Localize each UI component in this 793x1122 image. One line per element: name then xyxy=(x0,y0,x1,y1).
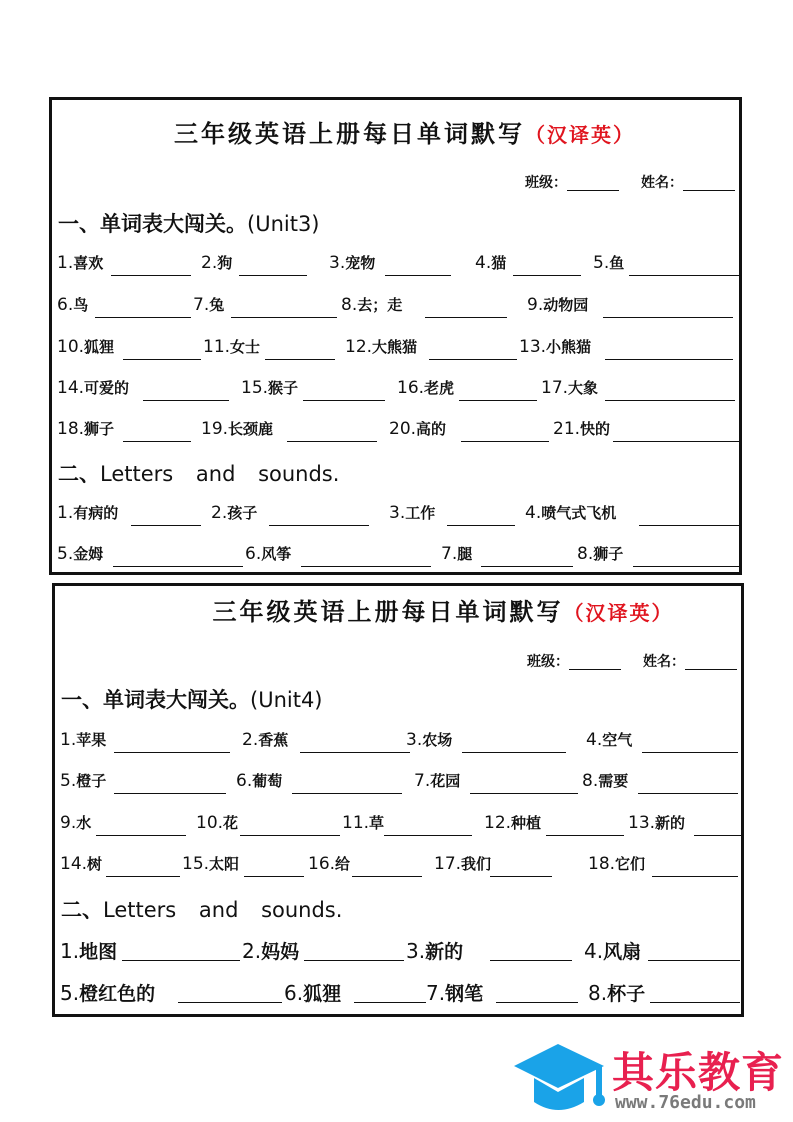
vocab-item: 7.花园 xyxy=(414,770,460,794)
vocab-item: 7.兔 xyxy=(193,294,224,318)
worksheet-title: 三年级英语上册每日单词默写（汉译英） xyxy=(174,119,635,148)
answer-blank[interactable] xyxy=(113,565,243,567)
answer-blank[interactable] xyxy=(429,358,517,360)
answer-blank[interactable] xyxy=(122,959,240,961)
answer-blank[interactable] xyxy=(490,875,552,877)
answer-blank[interactable] xyxy=(513,274,581,276)
vocab-item: 4.猫 xyxy=(475,252,506,276)
answer-blank[interactable] xyxy=(143,399,229,401)
letters-sounds-row xyxy=(57,543,736,569)
vocab-item: 9.水 xyxy=(60,812,91,836)
ls-item: 6.狐狸 xyxy=(284,979,341,1003)
vocab-item: 18.它们 xyxy=(588,853,645,877)
answer-blank[interactable] xyxy=(694,834,742,836)
worksheet-card-unit3 xyxy=(49,97,742,575)
ls-item: 3.工作 xyxy=(389,502,435,526)
vocab-item: 16.老虎 xyxy=(397,377,454,401)
ls-item: 8.杯子 xyxy=(588,979,645,1003)
vocab-item: 12.种植 xyxy=(484,812,541,836)
answer-blank[interactable] xyxy=(633,565,739,567)
answer-blank[interactable] xyxy=(265,358,335,360)
section-heading-letters-sounds: 二、Letters and sounds. xyxy=(61,897,343,922)
vocab-item: 2.香蕉 xyxy=(242,729,288,753)
vocab-item: 17.大象 xyxy=(541,377,598,401)
answer-blank[interactable] xyxy=(490,959,572,961)
vocab-item: 13.新的 xyxy=(628,812,685,836)
answer-blank[interactable] xyxy=(239,274,307,276)
answer-blank[interactable] xyxy=(114,792,226,794)
ls-item: 2.孩子 xyxy=(211,502,257,526)
vocab-item: 2.狗 xyxy=(201,252,232,276)
vocab-item: 17.我们 xyxy=(434,853,491,877)
ls-item: 2.妈妈 xyxy=(242,937,299,961)
name-blank[interactable] xyxy=(685,653,737,670)
answer-blank[interactable] xyxy=(304,959,404,961)
answer-blank[interactable] xyxy=(301,565,431,567)
ls-item: 4.风扇 xyxy=(584,937,641,961)
answer-blank[interactable] xyxy=(178,1001,282,1003)
ls-item: 3.新的 xyxy=(406,937,463,961)
vocab-row xyxy=(60,853,738,879)
vocab-item: 16.给 xyxy=(308,853,350,877)
answer-blank[interactable] xyxy=(638,792,738,794)
vocab-row xyxy=(57,252,736,278)
answer-blank[interactable] xyxy=(546,834,624,836)
vocab-row xyxy=(57,336,736,362)
answer-blank[interactable] xyxy=(131,524,201,526)
vocab-item: 5.橙子 xyxy=(60,770,106,794)
answer-blank[interactable] xyxy=(629,274,739,276)
vocab-item: 15.猴子 xyxy=(241,377,298,401)
answer-blank[interactable] xyxy=(603,316,733,318)
worksheet-title: 三年级英语上册每日单词默写（汉译英） xyxy=(212,597,674,626)
vocab-item: 10.狐狸 xyxy=(57,336,114,360)
vocab-row xyxy=(57,418,736,444)
vocab-item: 11.草 xyxy=(342,812,384,836)
answer-blank[interactable] xyxy=(114,751,230,753)
section-heading-letters-sounds: 二、Letters and sounds. xyxy=(58,461,340,486)
worksheet-card-unit4 xyxy=(52,583,744,1017)
name-label: 姓名： xyxy=(643,654,685,670)
vocab-item: 8.需要 xyxy=(582,770,628,794)
class-name-line xyxy=(525,172,735,192)
vocab-item: 15.太阳 xyxy=(182,853,239,877)
vocab-item: 21.快的 xyxy=(553,418,610,442)
worksheet-subtitle: （汉译英） xyxy=(563,601,674,625)
vocab-item: 12.大熊猫 xyxy=(345,336,417,360)
vocab-row xyxy=(60,729,738,755)
vocab-item: 1.苹果 xyxy=(60,729,106,753)
answer-blank[interactable] xyxy=(639,524,739,526)
vocab-row xyxy=(57,377,736,403)
vocab-item: 19.长颈鹿 xyxy=(201,418,273,442)
graduation-cap-icon xyxy=(512,1040,612,1120)
vocab-item: 8.去；走 xyxy=(341,294,402,318)
answer-blank[interactable] xyxy=(96,834,186,836)
name-label: 姓名： xyxy=(641,175,683,191)
class-name-line xyxy=(527,651,737,671)
answer-blank[interactable] xyxy=(447,524,515,526)
vocab-item: 1.喜欢 xyxy=(57,252,103,276)
ls-item: 1.地图 xyxy=(60,937,117,961)
vocab-row xyxy=(57,294,736,320)
answer-blank[interactable] xyxy=(303,399,385,401)
vocab-row xyxy=(60,812,738,838)
letters-sounds-row xyxy=(60,937,738,963)
answer-blank[interactable] xyxy=(648,959,740,961)
ls-item: 1.有病的 xyxy=(57,502,118,526)
class-label: 班级： xyxy=(525,175,567,191)
answer-blank[interactable] xyxy=(470,792,578,794)
letters-sounds-row xyxy=(57,502,736,528)
ls-item: 7.腿 xyxy=(441,543,472,567)
logo-url: www.76edu.com xyxy=(615,1092,756,1113)
ls-item: 6.风筝 xyxy=(245,543,291,567)
vocab-item: 5.鱼 xyxy=(593,252,624,276)
answer-blank[interactable] xyxy=(287,440,377,442)
answer-blank[interactable] xyxy=(652,875,738,877)
answer-blank[interactable] xyxy=(384,834,472,836)
answer-blank[interactable] xyxy=(231,316,337,318)
vocab-item: 4.空气 xyxy=(586,729,632,753)
answer-blank[interactable] xyxy=(462,751,566,753)
answer-blank[interactable] xyxy=(650,1001,740,1003)
vocab-item: 14.可爱的 xyxy=(57,377,129,401)
class-blank[interactable] xyxy=(569,653,621,670)
answer-blank[interactable] xyxy=(425,316,507,318)
vocab-item: 3.农场 xyxy=(406,729,452,753)
answer-blank[interactable] xyxy=(95,316,191,318)
answer-blank[interactable] xyxy=(354,1001,426,1003)
answer-blank[interactable] xyxy=(111,274,191,276)
ls-item: 4.喷气式飞机 xyxy=(525,502,616,526)
name-blank[interactable] xyxy=(683,174,735,191)
vocab-item: 6.葡萄 xyxy=(236,770,282,794)
answer-blank[interactable] xyxy=(605,399,735,401)
answer-blank[interactable] xyxy=(459,399,537,401)
class-blank[interactable] xyxy=(567,174,619,191)
vocab-row xyxy=(60,770,738,796)
vocab-item: 14.树 xyxy=(60,853,102,877)
answer-blank[interactable] xyxy=(300,751,410,753)
vocab-item: 20.高的 xyxy=(389,418,446,442)
answer-blank[interactable] xyxy=(244,875,304,877)
ls-item: 5.橙红色的 xyxy=(60,979,155,1003)
vocab-item: 10.花 xyxy=(196,812,238,836)
answer-blank[interactable] xyxy=(385,274,451,276)
answer-blank[interactable] xyxy=(481,565,573,567)
answer-blank[interactable] xyxy=(461,440,549,442)
answer-blank[interactable] xyxy=(352,875,422,877)
answer-blank[interactable] xyxy=(496,1001,578,1003)
qile-edu-logo xyxy=(512,1040,788,1120)
ls-item: 5.金姆 xyxy=(57,543,103,567)
vocab-item: 11.女士 xyxy=(203,336,260,360)
answer-blank[interactable] xyxy=(106,875,180,877)
answer-blank[interactable] xyxy=(240,834,340,836)
vocab-item: 13.小熊猫 xyxy=(519,336,591,360)
section-heading-vocab: 一、单词表大闯关。(Unit3) xyxy=(58,211,320,236)
answer-blank[interactable] xyxy=(269,524,369,526)
answer-blank[interactable] xyxy=(613,440,739,442)
answer-blank[interactable] xyxy=(642,751,738,753)
worksheet-subtitle: （汉译英） xyxy=(525,123,635,147)
answer-blank[interactable] xyxy=(123,440,191,442)
logo-brand-name: 其乐教育 xyxy=(612,1048,785,1097)
class-label: 班级： xyxy=(527,654,569,670)
vocab-item: 18.狮子 xyxy=(57,418,114,442)
vocab-item: 6.鸟 xyxy=(57,294,88,318)
answer-blank[interactable] xyxy=(605,358,733,360)
vocab-item: 3.宠物 xyxy=(329,252,375,276)
ls-item: 7.钢笔 xyxy=(426,979,483,1003)
letters-sounds-row xyxy=(60,979,738,1005)
vocab-item: 9.动物园 xyxy=(527,294,588,318)
answer-blank[interactable] xyxy=(123,358,201,360)
answer-blank[interactable] xyxy=(292,792,402,794)
ls-item: 8.狮子 xyxy=(577,543,623,567)
section-heading-vocab: 一、单词表大闯关。(Unit4) xyxy=(61,687,323,712)
